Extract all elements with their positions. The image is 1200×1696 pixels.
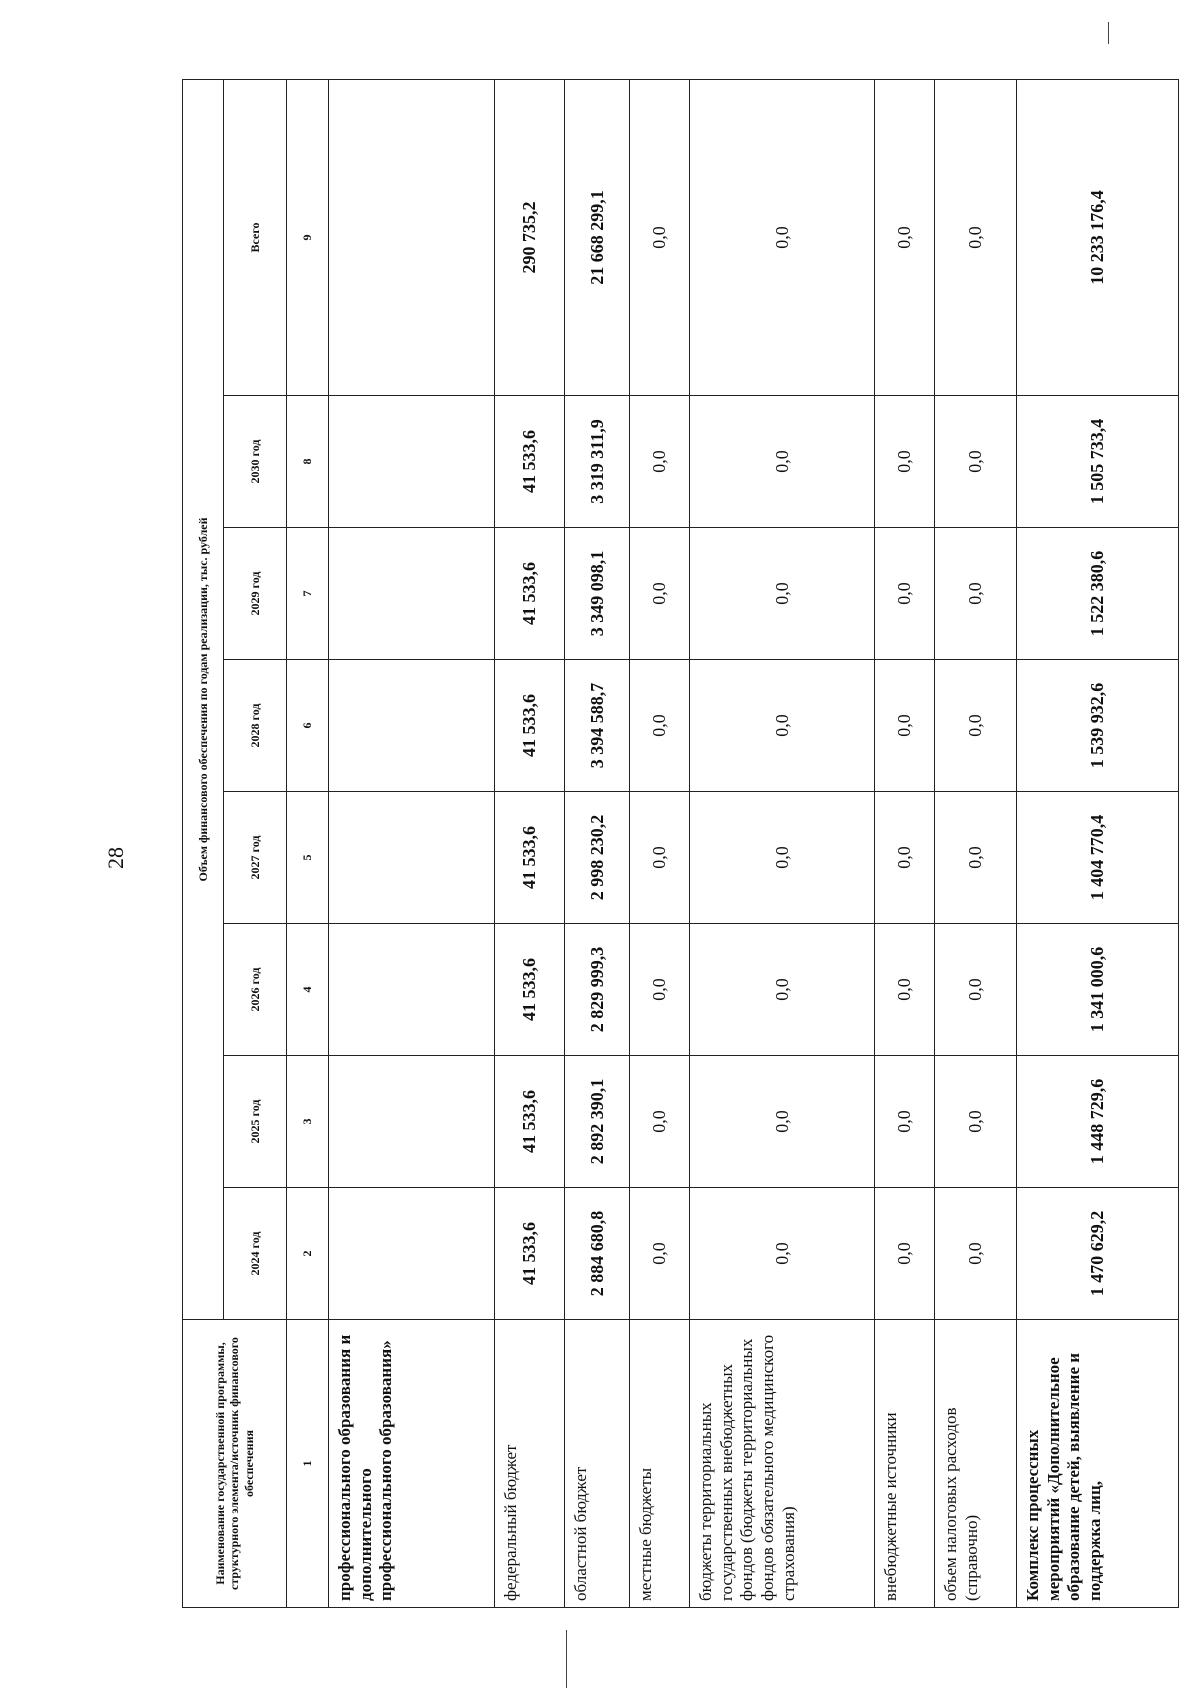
row-name: областной бюджет [565, 1320, 630, 1608]
cell-value: 0,0 [690, 792, 875, 924]
cell-value: 0,0 [875, 924, 935, 1056]
cell-total: 10 233 176,4 [1017, 79, 1179, 395]
cell-value [329, 1188, 495, 1320]
row-name: местные бюджеты [630, 1320, 690, 1608]
cell-value: 0,0 [935, 792, 1017, 924]
table-row [495, 79, 565, 1607]
row-name: бюджеты территориальных государственных внебюджетных фондов (бюджеты территориальных фондов обязательного медицинского страхования) [690, 1320, 875, 1608]
page-number: 28 [103, 847, 128, 869]
header-year: 2028 год [224, 660, 287, 792]
cell-value: 0,0 [875, 1188, 935, 1320]
cell-value: 0,0 [630, 792, 690, 924]
cell-value [329, 1056, 495, 1188]
cell-value: 0,0 [935, 924, 1017, 1056]
cell-value: 3 394 588,7 [565, 660, 630, 792]
table-row [875, 79, 935, 1607]
cell-value: 2 892 390,1 [565, 1056, 630, 1188]
row-name: профессионального образования и дополнительного профессионального образования» [329, 1320, 495, 1608]
cell-value [329, 924, 495, 1056]
cell-value: 0,0 [935, 1188, 1017, 1320]
header-year: 2029 год [224, 528, 287, 660]
header-group-title: Объем финансового обеспечения по годам реализации, тыс. рублей [183, 79, 224, 1319]
cell-value: 0,0 [630, 1188, 690, 1320]
cell-value: 41 533,6 [495, 1188, 565, 1320]
cell-value: 3 349 098,1 [565, 528, 630, 660]
cell-value: 0,0 [875, 528, 935, 660]
cell-value: 1 539 932,6 [1017, 660, 1179, 792]
cell-value: 0,0 [875, 660, 935, 792]
cell-value: 41 533,6 [495, 396, 565, 528]
cell-value: 41 533,6 [495, 792, 565, 924]
cell-value: 1 522 380,6 [1017, 528, 1179, 660]
cell-value: 0,0 [875, 1056, 935, 1188]
cell-value: 0,0 [935, 396, 1017, 528]
cell-total [329, 79, 495, 395]
cell-value [329, 792, 495, 924]
column-number: 4 [287, 924, 329, 1056]
cell-value: 0,0 [630, 396, 690, 528]
cell-value: 0,0 [690, 1056, 875, 1188]
row-name: Комплекс процессных мероприятий «Дополнительное образование детей, выявление и поддержка лиц, [1017, 1320, 1179, 1608]
table-row [1017, 79, 1179, 1607]
cell-value: 0,0 [630, 1056, 690, 1188]
cell-value [329, 660, 495, 792]
column-number: 7 [287, 528, 329, 660]
cell-value: 0,0 [690, 924, 875, 1056]
row-name: внебюджетные источники [875, 1320, 935, 1608]
header-year: 2027 год [224, 792, 287, 924]
column-number: 8 [287, 396, 329, 528]
cell-value: 2 884 680,8 [565, 1188, 630, 1320]
header-year: 2030 год [224, 396, 287, 528]
cell-total: 0,0 [630, 79, 690, 395]
cell-value: 0,0 [935, 1056, 1017, 1188]
cell-total: 0,0 [935, 79, 1017, 395]
column-number-row [287, 79, 329, 1607]
header-row-1 [183, 79, 224, 1607]
table-row [329, 79, 495, 1607]
cell-value: 0,0 [690, 528, 875, 660]
cell-value: 0,0 [875, 396, 935, 528]
cell-total: 0,0 [690, 79, 875, 395]
financing-table [182, 79, 1179, 1608]
cell-value: 41 533,6 [495, 1056, 565, 1188]
cell-value: 0,0 [690, 1188, 875, 1320]
table-row [565, 79, 630, 1607]
header-total: Всего [224, 79, 287, 395]
table-row [935, 79, 1017, 1607]
cell-value: 0,0 [630, 660, 690, 792]
rotated-table-wrapper [182, 80, 1107, 1608]
column-number: 9 [287, 79, 329, 395]
cell-value: 0,0 [935, 660, 1017, 792]
cell-value: 2 998 230,2 [565, 792, 630, 924]
column-number: 6 [287, 660, 329, 792]
cell-value [329, 396, 495, 528]
cell-value: 1 341 000,6 [1017, 924, 1179, 1056]
column-number: 1 [287, 1320, 329, 1608]
cell-value: 1 505 733,4 [1017, 396, 1179, 528]
cell-value: 2 829 999,3 [565, 924, 630, 1056]
table-row [690, 79, 875, 1607]
cell-value: 41 533,6 [495, 924, 565, 1056]
header-name-column: Наименование государственной программы, структурного элемента/источник финансового обеспечения [183, 1320, 287, 1608]
cell-value: 1 448 729,6 [1017, 1056, 1179, 1188]
header-year: 2025 год [224, 1056, 287, 1188]
cell-value: 0,0 [630, 924, 690, 1056]
cell-value: 1 470 629,2 [1017, 1188, 1179, 1320]
cell-value: 0,0 [690, 660, 875, 792]
cell-total: 290 735,2 [495, 79, 565, 395]
column-number: 5 [287, 792, 329, 924]
table-row [630, 79, 690, 1607]
cell-value: 0,0 [690, 396, 875, 528]
scan-artifact-bottom [566, 1630, 567, 1688]
cell-value: 0,0 [630, 528, 690, 660]
scan-artifact-top [1108, 22, 1109, 44]
cell-value: 3 319 311,9 [565, 396, 630, 528]
cell-total: 0,0 [875, 79, 935, 395]
cell-value: 41 533,6 [495, 528, 565, 660]
cell-value: 0,0 [935, 528, 1017, 660]
row-name: объем налоговых расходов (справочно) [935, 1320, 1017, 1608]
cell-value: 41 533,6 [495, 660, 565, 792]
header-year: 2026 год [224, 924, 287, 1056]
row-name: федеральный бюджет [495, 1320, 565, 1608]
column-number: 2 [287, 1188, 329, 1320]
cell-value: 1 404 770,4 [1017, 792, 1179, 924]
column-number: 3 [287, 1056, 329, 1188]
cell-value [329, 528, 495, 660]
cell-total: 21 668 299,1 [565, 79, 630, 395]
header-year: 2024 год [224, 1188, 287, 1320]
cell-value: 0,0 [875, 792, 935, 924]
